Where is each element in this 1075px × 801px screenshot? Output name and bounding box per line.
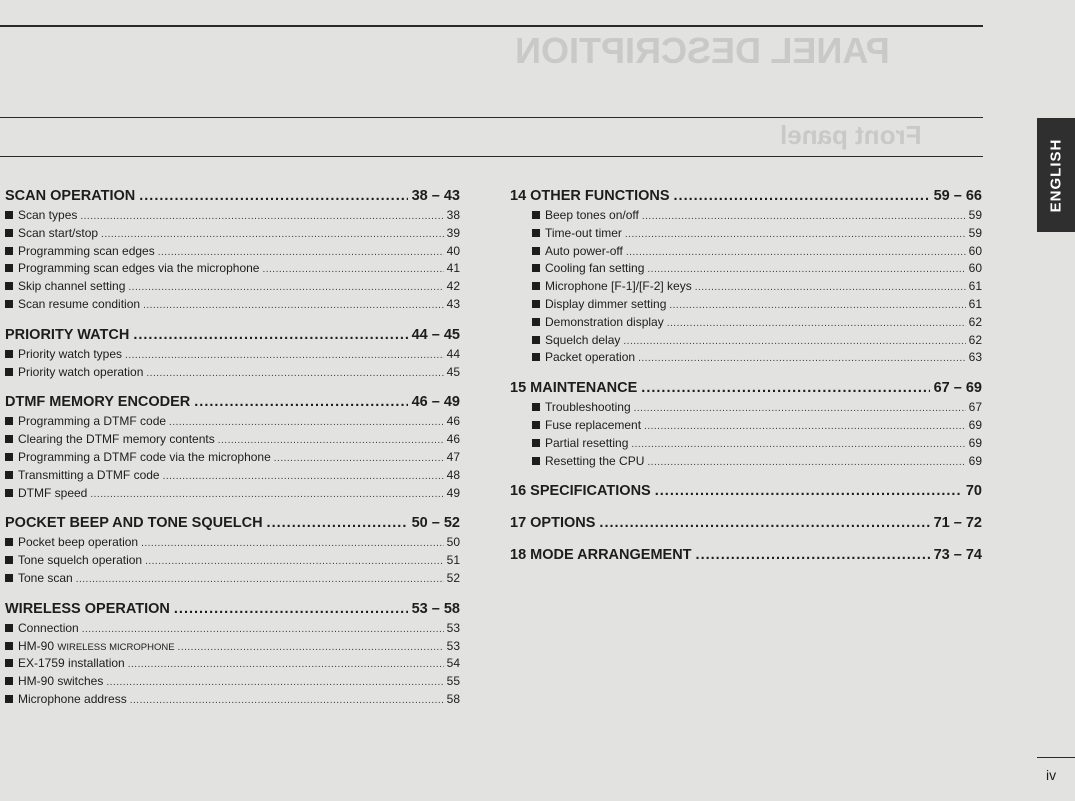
section-pages: 73 – 74 (933, 547, 982, 564)
toc-entry[interactable]: Partial resetting ..... 69 (510, 435, 982, 453)
toc-entry[interactable]: Scan resume condition ..... 43 (5, 296, 460, 314)
dot-leader (139, 186, 407, 207)
toc-section[interactable] (510, 545, 982, 566)
toc-entry[interactable]: Squelch delay ..... 62 (510, 332, 982, 350)
dot-leader (133, 325, 407, 346)
toc-entry[interactable]: Auto power-off ..... 60 (510, 243, 982, 261)
toc-entry[interactable]: Connection ..... 53 (5, 620, 460, 638)
toc-section[interactable] (510, 186, 982, 207)
toc-section[interactable] (5, 513, 460, 534)
bullet-square-icon (532, 247, 540, 255)
bullet-square-icon (5, 368, 13, 376)
bullet-square-icon (532, 457, 540, 465)
toc-section[interactable] (5, 325, 460, 346)
bullet-square-icon (532, 439, 540, 447)
toc-entry[interactable]: Time-out timer ..... 59 (510, 225, 982, 243)
toc-entry[interactable]: Programming a DTMF code ..... 46 (5, 413, 460, 431)
toc-entry[interactable]: Tone scan ..... 52 (5, 570, 460, 588)
toc-entry[interactable]: Skip channel setting ..... 42 (5, 278, 460, 296)
bullet-square-icon (5, 489, 13, 497)
section-title: 14 OTHER FUNCTIONS (510, 188, 670, 204)
toc-entry[interactable]: Microphone address ..... 58 (5, 691, 460, 709)
toc-right-column (510, 186, 982, 566)
toc-entry[interactable]: Transmitting a DTMF code ..... 48 (5, 467, 460, 485)
toc-left-column (5, 186, 460, 709)
bullet-square-icon (5, 556, 13, 564)
dot-leader (655, 481, 962, 502)
page-number: iv (1046, 767, 1057, 783)
section-title: 17 OPTIONS (510, 515, 596, 532)
toc-entry[interactable]: Programming scan edges ..... 40 (5, 243, 460, 261)
bullet-square-icon (5, 264, 13, 272)
bullet-square-icon (532, 264, 540, 272)
bullet-square-icon (532, 353, 540, 361)
dot-leader (674, 186, 930, 207)
section-title: PRIORITY WATCH (5, 326, 130, 343)
toc-entry[interactable]: Display dimmer setting ..... 61 (510, 296, 982, 314)
dot-leader (641, 378, 929, 399)
toc-entry[interactable]: HM-90 WIRELESS MICROPHONE ..... 53 (5, 638, 460, 656)
bullet-square-icon (5, 453, 13, 461)
page-number-rule (1037, 757, 1075, 758)
bullet-square-icon (532, 229, 540, 237)
section-title: POCKET BEEP AND TONE SQUELCH (5, 515, 263, 532)
section-pages: 71 – 72 (933, 515, 982, 532)
section-title: DTMF MEMORY ENCODER (5, 394, 191, 411)
show-through-subheading: Front panel (780, 120, 922, 150)
bullet-square-icon (5, 417, 13, 425)
toc-entry[interactable]: Demonstration display ..... 62 (510, 314, 982, 332)
bullet-square-icon (5, 659, 13, 667)
toc-section[interactable] (510, 513, 982, 534)
bullet-square-icon (532, 300, 540, 308)
toc-section[interactable] (510, 378, 982, 399)
section-title: 16 SPECIFICATIONS (510, 483, 651, 500)
language-tab (1037, 118, 1075, 232)
bullet-square-icon (5, 229, 13, 237)
dot-leader (267, 513, 408, 534)
show-through-heading: PANEL DESCRIPTION (515, 30, 890, 71)
toc-entry[interactable]: EX-1759 installation ..... 54 (5, 655, 460, 673)
toc-entry[interactable]: Pocket beep operation ..... 50 (5, 534, 460, 552)
bullet-square-icon (5, 211, 13, 219)
toc-entry[interactable]: Scan types ..... 38 (5, 207, 460, 225)
upper-rule (0, 117, 983, 118)
bullet-square-icon (532, 211, 540, 219)
toc-entry[interactable]: DTMF speed ..... 49 (5, 485, 460, 503)
toc-entry[interactable]: Microphone [F-1]/[F-2] keys ..... 61 (510, 278, 982, 296)
toc-entry[interactable]: Programming scan edges via the microphone ..... 41 (5, 260, 460, 278)
section-pages: 46 – 49 (411, 394, 460, 411)
toc-entry[interactable]: Scan start/stop ..... 39 (5, 225, 460, 243)
bullet-square-icon (5, 300, 13, 308)
section-title: 18 MODE ARRANGEMENT (510, 547, 692, 564)
bullet-square-icon (532, 318, 540, 326)
bullet-square-icon (532, 403, 540, 411)
top-rule (0, 25, 983, 27)
section-title: 15 MAINTENANCE (510, 380, 638, 397)
toc-entry[interactable]: Resetting the CPU ..... 69 (510, 453, 982, 471)
bullet-square-icon (5, 282, 13, 290)
bullet-square-icon (5, 642, 13, 650)
toc-entry[interactable]: Priority watch types ..... 44 (5, 346, 460, 364)
bullet-square-icon (532, 336, 540, 344)
toc-section[interactable] (5, 599, 460, 620)
bullet-square-icon (5, 695, 13, 703)
toc-entry[interactable]: Programming a DTMF code via the microphone ..... 47 (5, 449, 460, 467)
toc-entry[interactable]: Beep tones on/off ..... 59 (510, 207, 982, 225)
language-tab-label: ENGLISH (1047, 138, 1065, 212)
dot-leader (696, 545, 930, 566)
section-title: SCAN OPERATION (5, 188, 136, 204)
toc-entry[interactable]: Troubleshooting ..... 67 (510, 399, 982, 417)
dot-leader (599, 513, 929, 534)
toc-entry[interactable]: Fuse replacement ..... 69 (510, 417, 982, 435)
bullet-square-icon (5, 677, 13, 685)
toc-entry[interactable]: Priority watch operation ..... 45 (5, 364, 460, 382)
section-pages: 50 – 52 (411, 515, 460, 532)
bullet-square-icon (5, 435, 13, 443)
bullet-square-icon (5, 471, 13, 479)
bullet-square-icon (5, 624, 13, 632)
section-pages: 70 (965, 483, 982, 500)
dot-leader (194, 392, 407, 413)
bullet-square-icon (532, 421, 540, 429)
section-title: WIRELESS OPERATION (5, 600, 170, 617)
section-pages: 38 – 43 (411, 188, 460, 204)
bullet-square-icon (5, 574, 13, 582)
toc-entry[interactable]: Clearing the DTMF memory contents ..... 46 (5, 431, 460, 449)
dot-leader (174, 599, 408, 620)
bullet-square-icon (5, 538, 13, 546)
toc-entry[interactable]: Tone squelch operation ..... 51 (5, 552, 460, 570)
toc-entry[interactable]: Cooling fan setting ..... 60 (510, 260, 982, 278)
toc-section[interactable] (510, 481, 982, 502)
section-pages: 59 – 66 (933, 188, 982, 204)
section-pages: 67 – 69 (933, 380, 982, 397)
section-pages: 53 – 58 (411, 600, 460, 617)
bullet-square-icon (5, 247, 13, 255)
toc-entry[interactable]: HM-90 switches ..... 55 (5, 673, 460, 691)
toc-entry[interactable]: Packet operation ..... 63 (510, 349, 982, 367)
toc-section[interactable] (5, 186, 460, 207)
bullet-square-icon (5, 350, 13, 358)
mid-rule (0, 156, 983, 157)
toc-section[interactable] (5, 392, 460, 413)
section-pages: 44 – 45 (411, 326, 460, 343)
bullet-square-icon (532, 282, 540, 290)
